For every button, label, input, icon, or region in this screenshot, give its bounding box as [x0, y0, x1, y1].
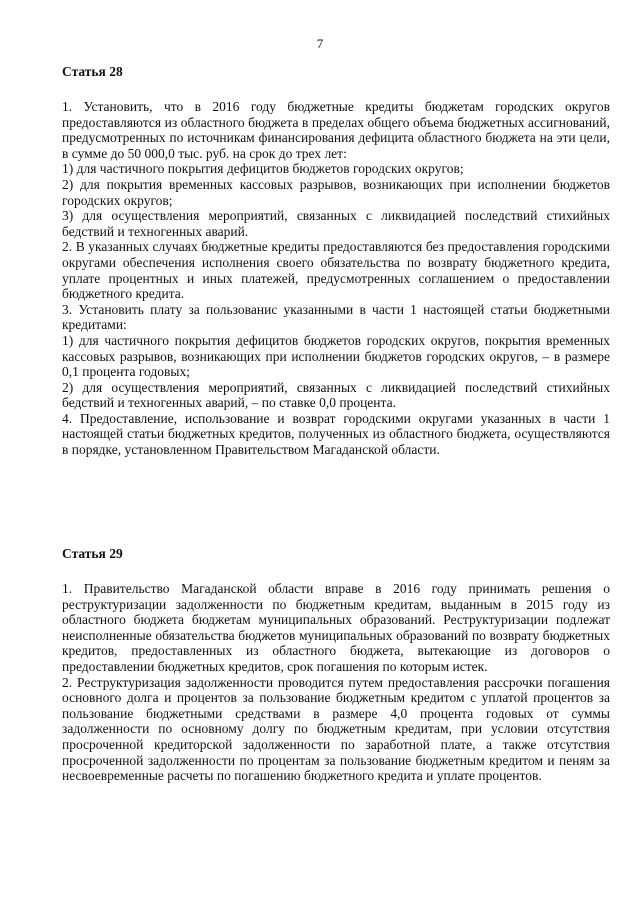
paragraph: 4. Предоставление, использование и возврат городскими округами указанных в части 1 настоящей статьи бюджетных кредитов, полученных из областного бюджета, осуществляются в порядке, установленном Правительством Магаданской области. [62, 410, 610, 458]
article-title: Статья 28 [62, 64, 123, 79]
paragraph: 1. Правительство Магаданской области вправе в 2016 году принимать решения о реструктуризации задолженности по бюджетным кредитам, выданным в 2015 году из областного бюджета бюджетам муниципальных образований. Реструктуризации подлежат неисполненные обязательства бюджетов муниципальных образований по возврату бюджетных кредитов, предоставленных из областного бюджета, вытекающие из договоров о предоставлении бюджетных кредитов, срок погашения по которым истек. [62, 581, 610, 674]
article-title: Статья 29 [62, 546, 123, 561]
paragraph: 2) для осуществления мероприятий, связанных с ликвидацией последствий стихийных бедствий и техногенных аварий, – по ставке 0,0 процента. [62, 379, 610, 411]
paragraph: 1. Установить, что в 2016 году бюджетные кредиты бюджетам городских округов предоставляются из областного бюджета в пределах общего объема бюджетных ассигнований, предусмотренных по источникам финансирования дефицита областного бюджета на эти цели, в сумме до 50 000,0 тыс. руб. на срок до трех лет: [62, 99, 610, 161]
article-28 [62, 64, 610, 458]
paragraph: 2) для покрытия временных кассовых разрывов, возникающих при исполнении бюджетов городских округов; [62, 176, 610, 208]
paragraph: 1) для частичного покрытия дефицитов бюджетов городских округов; [62, 161, 464, 177]
paragraph: 3. Установить плату за пользованис указанными в части 1 настоящей статьи бюджетными кредитами: [62, 301, 610, 333]
paragraph: 3) для осуществления мероприятий, связанных с ликвидацией последствий стихийных бедствий и техногенных аварий. [62, 208, 610, 239]
article-body [62, 581, 610, 784]
article-29 [62, 546, 610, 784]
paragraph: 2. Реструктуризация задолженности проводится путем предоставления рассрочки погашения основного долга и процентов за пользование бюджетным кредитом с уплатой процентов за пользование бюджетными средствами в размере 4,0 процента годовых от суммы задолженности по основному долгу по бюджетным кредитам, при условии отсутствия просроченной кредиторской задолженности по заработной плате, а также отсутствия просроченной задолженности по процентам за пользование бюджетным кредитом и пеням за несвоевременные расчеты по погашению бюджетного кредита и уплате процентов. [62, 674, 610, 784]
paragraph: 1) для частичного покрытия дефицитов бюджетов городских округов, покрытия временных кассовых разрывов, возникающих при исполнении бюджетов городских округов, – в размере 0,1 процента годовых; [62, 332, 610, 380]
paragraph: 2. В указанных случаях бюджетные кредиты предоставляются без предоставления городскими округами обеспечения исполнения своего обязательства по возврату бюджетного кредита, уплате процентных и иных платежей, предусмотренных соглашением о предоставлении бюджетного кредита. [62, 239, 610, 302]
page-number: 7 [316, 36, 324, 51]
article-body [62, 99, 610, 458]
